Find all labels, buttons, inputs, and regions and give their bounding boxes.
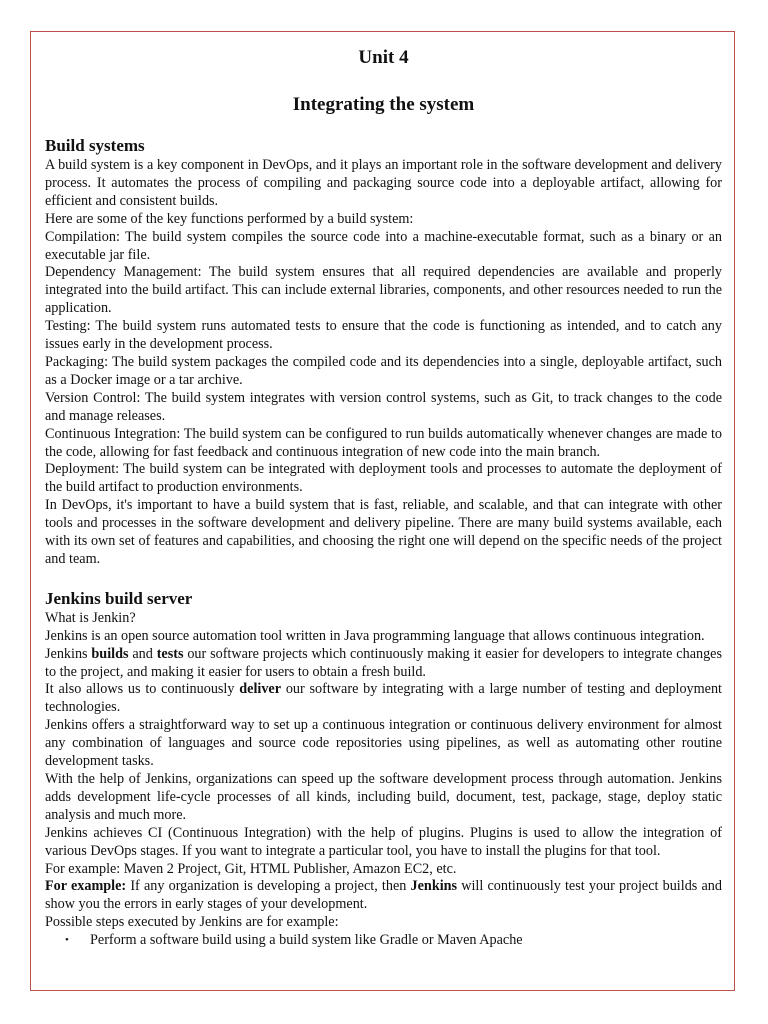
unit-title: Unit 4 bbox=[358, 47, 409, 68]
text-run: It also allows us to continuously bbox=[45, 681, 240, 698]
paragraph: Version Control: The build system integrates with version control systems, such as Git, to track changes to the code and manage releases. bbox=[45, 389, 722, 424]
paragraph: Continuous Integration: The build system can be configured to run builds automatically whenever changes are made to the code, allowing for fast feedback and continuous integration of new code into the main branch. bbox=[45, 425, 722, 460]
paragraph: In DevOps, it's important to have a build system that is fast, reliable, and scalable, and that can integrate with other tools and processes in the software development and delivery pipeline. There are many build systems available, each with its own set of features and capabilities, and choosing the right one will depend on the specific needs of the project and team. bbox=[45, 497, 722, 567]
text-run: our software by integrating with a large number of testing and deployment technologies. bbox=[45, 681, 722, 716]
paragraph: A build system is a key component in DevOps, and it plays an important role in the software development and delivery process. It automates the process of compiling and packaging source code into a deployable artifact, allowing for efficient and consistent builds. bbox=[45, 157, 722, 209]
paragraph: Packaging: The build system packages the compiled code and its dependencies into a single, deployable artifact, such as a Docker image or a tar archive. bbox=[45, 353, 722, 388]
paragraph bbox=[45, 646, 722, 682]
paragraph: With the help of Jenkins, organizations can speed up the software development process through automation. Jenkins adds development life-cycle processes of all kinds, including build, document, test, package, stage, deploy static analysis and much more. bbox=[45, 771, 722, 823]
section-heading-jenkins: Jenkins build server bbox=[45, 588, 193, 608]
document-body bbox=[45, 46, 722, 950]
bold-term-tests: tests bbox=[156, 645, 184, 662]
paragraph bbox=[45, 878, 722, 914]
paragraph: Jenkins achieves CI (Continuous Integration) with the help of plugins. Plugins is used to allow the integration of various DevOps stages. If you want to integrate a particular tool, you have to install the plugins for that tool. bbox=[45, 824, 722, 859]
bold-term-jenkins: Jenkins bbox=[410, 878, 458, 895]
section-heading-build-systems: Build systems bbox=[45, 136, 145, 155]
text-run: our software projects which continuously making it easier for developers to integrate changes to the project, and making it easier for users to obtain a fresh build. bbox=[45, 645, 723, 680]
paragraph: Possible steps executed by Jenkins are for example: bbox=[45, 914, 339, 931]
paragraph: What is Jenkin? bbox=[45, 609, 136, 626]
page-title: Integrating the system bbox=[292, 94, 475, 115]
text-run: will continuously test your project builds and show you the errors in early stages of your development. bbox=[45, 878, 722, 913]
text-run: Jenkins bbox=[45, 645, 92, 662]
paragraph: For example: Maven 2 Project, Git, HTML Publisher, Amazon EC2, etc. bbox=[45, 860, 457, 877]
list-item: • Perform a software build using a build system like Gradle or Maven Apache bbox=[45, 932, 722, 950]
paragraph: Dependency Management: The build system ensures that all required dependencies are available and properly integrated into the build artifact. This can include external libraries, components, and other resources needed to run the application. bbox=[45, 264, 722, 317]
paragraph: Deployment: The build system can be integrated with deployment tools and processes to automate the deployment of the build artifact to production environments. bbox=[45, 461, 722, 496]
paragraph: Jenkins offers a straightforward way to set up a continuous integration or continuous delivery environment for almost any combination of languages and source code repositories using pipelines, as well as automating other routine development tasks. bbox=[45, 717, 722, 770]
bold-term-for-example: For example: bbox=[45, 878, 127, 895]
paragraph bbox=[45, 681, 722, 717]
paragraph: Testing: The build system runs automated tests to ensure that the code is functioning as intended, and to catch any issues early in the development process. bbox=[45, 318, 722, 353]
bold-term-deliver: deliver bbox=[239, 681, 282, 698]
bullet-list bbox=[45, 932, 722, 950]
text-run: If any organization is developing a project, then bbox=[126, 878, 411, 895]
text-run: and bbox=[128, 645, 157, 662]
paragraph: Compilation: The build system compiles the source code into a machine-executable format, such as a binary or an executable jar file. bbox=[45, 228, 722, 263]
paragraph: Jenkins is an open source automation tool written in Java programming language that allows continuous integration. bbox=[45, 627, 705, 644]
paragraph: Here are some of the key functions performed by a build system: bbox=[45, 210, 414, 227]
bold-term-builds: builds bbox=[91, 645, 129, 662]
